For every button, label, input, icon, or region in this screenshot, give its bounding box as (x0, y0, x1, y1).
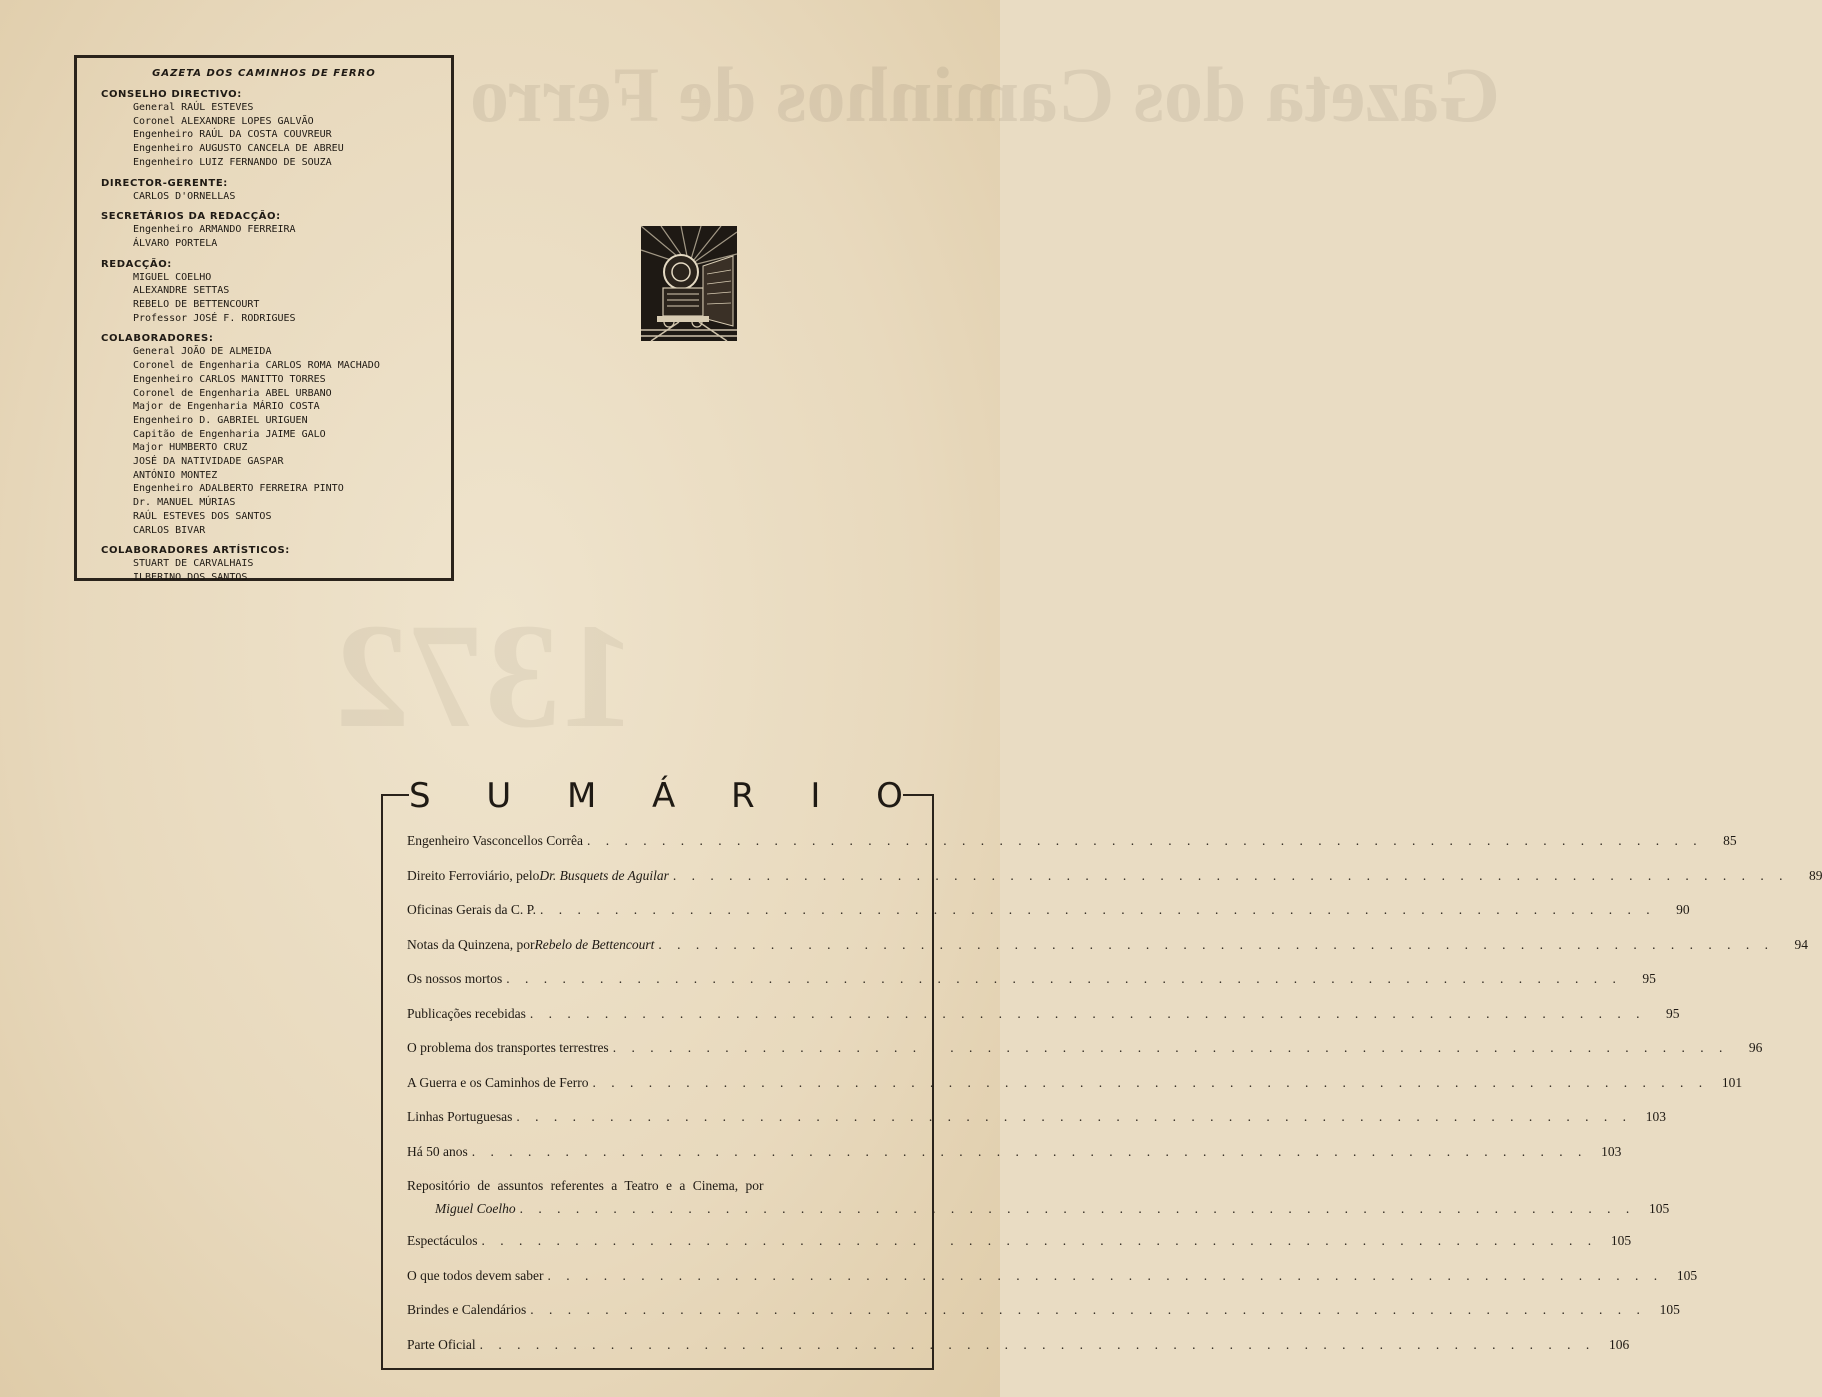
toc-entry (407, 867, 1822, 903)
staff-member: ANTÓNIO MONTEZ (133, 469, 218, 481)
dot-leader: . . . . . . . . . . . . . . . . . . . . . . . . . . . . . . . . . . . . . . . . . . . . . . . . . . . . . . . . . . . . (530, 1302, 1646, 1317)
toc-entry (407, 902, 1690, 937)
toc-entry-page: 95 (1665, 1005, 1680, 1021)
toc-entry (407, 971, 1656, 1006)
toc-entry-title: Oficinas Gerais da C. P. (407, 902, 536, 917)
summary-title-letter: U (486, 776, 512, 816)
summary-title (409, 776, 903, 816)
staff-member: Dr. MANUEL MÚRIAS (133, 497, 236, 509)
summary-title-letter: Á (652, 776, 676, 816)
staff-section (101, 332, 441, 537)
toc-entry-author: Dr. Busquets de Aguilar (539, 867, 669, 883)
staff-member: Engenheiro CARLOS MANITTO TORRES (133, 373, 326, 385)
summary-title-letter: O (876, 776, 903, 816)
toc-entry-line (407, 1201, 1670, 1217)
staff-heading: COLABORADORES: (101, 333, 214, 345)
summary-title-letter: R (731, 776, 755, 816)
toc-entry-page: 103 (1601, 1143, 1622, 1159)
dot-leader: . . . . . . . . . . . . . . . . . . . . . . . . . . . . . . . . . . . . . . . . . . . . . . . . . . . . . . . . . . . . (586, 833, 1703, 848)
toc-entry-line (407, 1074, 1743, 1091)
toc-entry-line (407, 1267, 1698, 1284)
toc-entry-title: Repositório de assuntos referentes a Teatro e a Cinema, por (407, 1178, 764, 1193)
toc-entry (407, 833, 1737, 868)
staff-member: Capitão de Engenharia JAIME GALO (133, 428, 326, 440)
toc-entry-page: 105 (1659, 1302, 1680, 1317)
toc-entry-page: 105 (1649, 1201, 1670, 1216)
staff-member: Engenheiro AUGUSTO CANCELA DE ABREU (133, 143, 344, 155)
toc-entry-line (407, 1178, 858, 1194)
staff-member: General JOÃO DE ALMEIDA (133, 346, 272, 358)
toc-entry-title: O problema dos transportes terrestres (407, 1040, 609, 1055)
staff-member: REBELO DE BETTENCOURT (133, 299, 260, 311)
toc-entry-title: Notas da Quinzena, por (407, 936, 535, 952)
toc-entry-line (407, 1233, 1632, 1249)
dot-leader: . . . . . . . . . . . . . . . . . . . . . . . . . . . . . . . . . . . . . . . . . . . . . . . . . . . . . . . . . . . . (612, 1040, 1729, 1055)
toc-entry-page: 85 (1723, 833, 1737, 848)
dot-leader: . . . . . . . . . . . . . . . . . . . . . . . . . . . . . . . . . . . . . . . . . . . . . . . . . . . . . . . . . . . . (506, 971, 1622, 986)
toc-entry (407, 1005, 1680, 1041)
staff-heading: DIRECTOR-GERENTE: (101, 177, 228, 189)
toc-entry-title: Os nossos mortos (407, 971, 503, 986)
staff-heading: SECRETÁRIOS DA REDACÇÃO: (101, 211, 281, 223)
staff-member: Coronel ALEXANDRE LOPES GALVÃO (133, 115, 314, 127)
dot-leader: . . . . . . . . . . . . . . . . . . . . . . . . . . . . . . . . . . . . . . . . . . . . . . . . . . . . . . . . . . . . (481, 1233, 1598, 1248)
toc-entry-title: O que todos devem saber (407, 1267, 544, 1283)
toc-entry (407, 1074, 1743, 1110)
staff-member: Coronel de Engenharia ABEL URBANO (133, 387, 332, 399)
toc-entry-title: Engenheiro Vasconcellos Corrêa (407, 833, 583, 848)
toc-entry-line (407, 1302, 1680, 1318)
toc-entry (407, 1233, 1632, 1268)
toc-entry-page: 105 (1610, 1233, 1632, 1248)
toc-entry-author: Rebelo de Bettencourt (534, 936, 655, 952)
toc-entry-page: 95 (1642, 971, 1656, 986)
toc-entry-title: A Guerra e os Caminhos de Ferro (407, 1074, 589, 1090)
staff-member: Professor JOSÉ F. RODRIGUES (133, 312, 296, 324)
toc-entry-author: Miguel Coelho (435, 1201, 516, 1216)
toc-entry-line (407, 1005, 1680, 1022)
staff-member: Engenheiro ARMANDO FERREIRA (133, 224, 296, 236)
toc-entry-line (407, 833, 1737, 849)
toc-entry-page: 105 (1676, 1267, 1698, 1283)
toc-entry (407, 1178, 1670, 1233)
staff-member: Engenheiro D. GABRIEL URIGUEN (133, 414, 308, 426)
staff-member: CARLOS BIVAR (133, 524, 206, 536)
toc-entry-title: Publicações recebidas (407, 1005, 526, 1021)
staff-member: RAÚL ESTEVES DOS SANTOS (133, 510, 272, 522)
staff-member: Major de Engenharia MÁRIO COSTA (133, 401, 320, 413)
staff-box (74, 55, 454, 581)
toc-entry-title: Brindes e Calendários (407, 1302, 527, 1317)
dot-leader: . . . . . . . . . . . . . . . . . . . . . . . . . . . . . . . . . . . . . . . . . . . . . . . . . . . . . . . . . . . . (471, 1143, 1588, 1159)
toc-entry-page: 101 (1721, 1074, 1743, 1090)
dot-leader: . . . . . . . . . . . . . . . . . . . . . . . . . . . . . . . . . . . . . . . . . . . . . . . . . . . . . . . . . . . . (547, 1267, 1664, 1283)
staff-member: JOSÉ DA NATIVIDADE GASPAR (133, 456, 284, 468)
locomotive-woodcut-icon (641, 226, 737, 341)
summary-rule-left (381, 794, 409, 796)
staff-member: MIGUEL COELHO (133, 271, 212, 283)
staff-section (101, 210, 441, 250)
staff-member: General RAÚL ESTEVES (133, 102, 254, 113)
staff-member: Coronel de Engenharia CARLOS ROMA MACHADO (133, 360, 380, 372)
toc-entry-line (407, 867, 1822, 884)
toc-entry-page: 90 (1676, 902, 1690, 917)
toc-entry-line (407, 902, 1690, 918)
staff-list (101, 88, 441, 592)
toc-entry (407, 1143, 1622, 1179)
table-of-contents (407, 833, 1822, 1371)
toc-entry-page: 106 (1608, 1336, 1630, 1352)
staff-member: Engenheiro RAÚL DA COSTA COUVREUR (133, 129, 332, 141)
toc-entry-title: Há 50 anos (407, 1143, 468, 1159)
staff-masthead: GAZETA DOS CAMINHOS DE FERRO (152, 68, 376, 79)
summary-title-letter: S (409, 776, 431, 816)
dot-leader: . . . . . . . . . . . . . . . . . . . . . . . . . . . . . . . . . . . . . . . . . . . . . . . . . . . . . . . . . . . . (519, 1201, 1636, 1216)
dot-leader: . . . . . . . . . . . . . . . . . . . . . . . . . . . . . . . . . . . . . . . . . . . . . . . . . . . . . . . . . . . . (592, 1074, 1709, 1090)
summary-rule-right (903, 794, 934, 796)
toc-entry (407, 936, 1809, 972)
dot-leader: . . . . . . . . . . . . . . . . . . . . . . . . . . . . . . . . . . . . . . . . . . . . . . . . . . . . . . . . . . . . (479, 1336, 1596, 1352)
staff-heading: REDACÇÃO: (101, 258, 172, 270)
toc-entry-page: 103 (1645, 1109, 1666, 1124)
staff-member: ÁLVARO PORTELA (133, 237, 218, 249)
toc-entry-title: Parte Oficial (407, 1336, 476, 1352)
staff-section (101, 544, 441, 584)
toc-entry (407, 1040, 1763, 1075)
toc-entry-line (407, 1143, 1622, 1160)
toc-entry-line (407, 1040, 1763, 1056)
show-through-masthead: Gazeta dos (1133, 51, 1500, 138)
dot-leader: . . . . . . . . . . . . . . . . . . . . . . . . . . . . . . . . . . . . . . . . . . . . . . . . . . . . . . . . . . . . (672, 867, 1789, 883)
toc-entry-title: Linhas Portuguesas (407, 1109, 513, 1124)
toc-entry (407, 1336, 1630, 1372)
staff-member: CARLOS D'ORNELLAS (133, 190, 236, 202)
dot-leader: . . . . . . . . . . . . . . . . . . . . . . . . . . . . . . . . . . . . . . . . . . . . . . . . . . . . . . . . . . . . (516, 1109, 1632, 1124)
staff-member: Engenheiro ADALBERTO FERREIRA PINTO (133, 483, 344, 495)
toc-entry-page: 89 (1808, 867, 1822, 883)
toc-entry-line (407, 971, 1656, 987)
staff-member: ALEXANDRE SETTAS (133, 285, 230, 297)
staff-section (101, 88, 441, 170)
summary-title-letter: M (566, 776, 597, 816)
staff-heading: CONSELHO DIRECTIVO: (101, 89, 242, 100)
toc-entry-title: Espectáculos (407, 1233, 478, 1248)
toc-entry-page: 94 (1794, 936, 1809, 952)
toc-entry (407, 1267, 1698, 1303)
toc-entry-page: 96 (1748, 1040, 1763, 1055)
toc-entry-line (407, 936, 1809, 953)
dot-leader: . . . . . . . . . . . . . . . . . . . . . . . . . . . . . . . . . . . . . . . . . . . . . . . . . . . . . . . . . . . . (529, 1005, 1646, 1021)
staff-member: STUART DE CARVALHAIS (133, 558, 254, 570)
staff-heading: COLABORADORES ARTÍSTICOS: (101, 545, 290, 557)
staff-section (101, 177, 441, 204)
toc-entry (407, 1109, 1666, 1144)
dot-leader: . . . . . . . . . . . . . . . . . . . . . . . . . . . . . . . . . . . . . . . . . . . . . . . . . . . . . . . . . . . . (539, 902, 1656, 917)
summary-title-letter: I (810, 776, 821, 816)
toc-entry (407, 1302, 1680, 1337)
staff-member: Major HUMBERTO CRUZ (133, 442, 248, 454)
staff-member: Engenheiro LUIZ FERNANDO DE SOUZA (133, 156, 332, 168)
dot-leader: . . . . . . . . . . . . . . . . . . . . . . . . . . . . . . . . . . . . . . . . . . . . . . . . . . . . . . . . . . . . (658, 936, 1775, 952)
staff-section (101, 258, 441, 326)
toc-entry-line (407, 1336, 1630, 1353)
staff-member: ILBERINO DOS SANTOS (133, 571, 248, 583)
toc-entry-line (407, 1109, 1666, 1125)
toc-entry-title: Direito Ferroviário, pelo (407, 867, 540, 883)
